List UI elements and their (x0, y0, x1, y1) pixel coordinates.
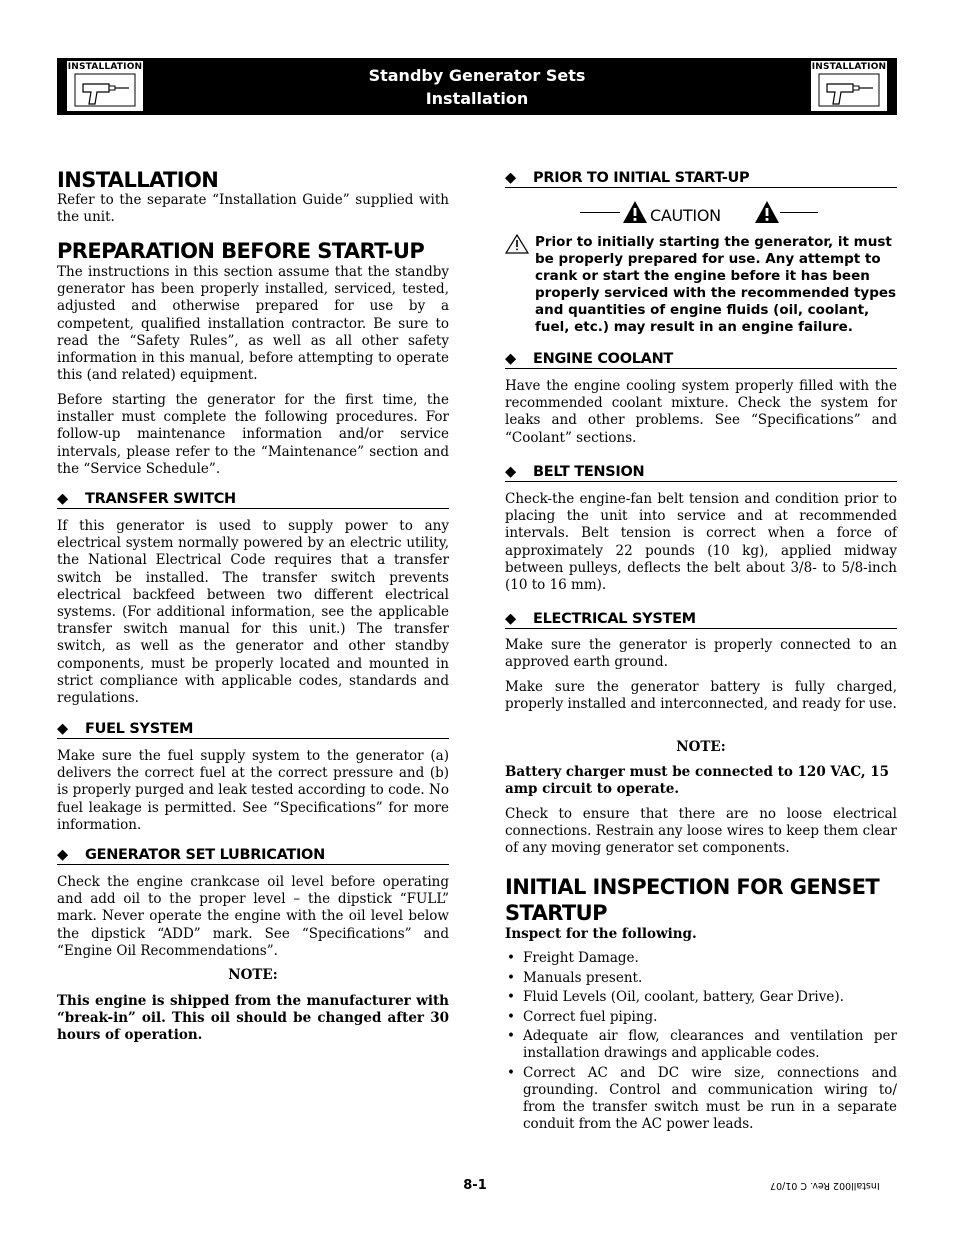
prep-paragraph-1: The instructions in this section assume that the standby generator has been properly installed, serviced, tested, adjusted and otherwise prepared for use by a competent, qualified installation contractor. Be sure to read the “Safety Rules”, as well as all other safety information in this manual, before attempting to operate this (and related) equipment. (57, 264, 449, 384)
inspection-heading (505, 874, 897, 926)
caution-banner (580, 200, 820, 228)
lubrication-heading (57, 846, 449, 865)
fuel-system-heading-label: FUEL SYSTEM (85, 721, 194, 737)
diamond-icon: ◆ (505, 351, 516, 367)
list-item (505, 1065, 897, 1133)
badge-label: INSTALLATION (811, 62, 887, 72)
inspection-intro: Inspect for the following. (505, 926, 697, 942)
prep-paragraph-2: Before starting the generator for the first time, the installer must complete the following procedures. For follow-up maintenance information and/or service intervals, please refer to the “Maintenance” section and the “Service Schedule”. (57, 392, 449, 477)
page-number: 8-1 (463, 1178, 487, 1193)
electrical-paragraph-1: Make sure the generator is properly connected to an approved earth ground. (505, 637, 897, 671)
engine-coolant-heading (505, 350, 897, 369)
caution-text-block (505, 234, 899, 336)
list-item (505, 1009, 897, 1026)
diamond-icon: ◆ (505, 464, 516, 480)
electrical-note-text: Battery charger must be connected to 120 VAC, 15 amp circuit to operate. (505, 764, 890, 798)
prior-start-heading-label: PRIOR TO INITIAL START-UP (533, 170, 750, 186)
bullet-icon: • (507, 1064, 515, 1081)
header-title-line1: Standby Generator Sets (368, 66, 586, 85)
electrical-paragraph-3: Check to ensure that there are no loose electrical connections. Restrain any loose wires to keep them clear of any moving generator set components. (505, 806, 897, 857)
bullet-icon: • (507, 1008, 515, 1025)
belt-tension-heading (505, 463, 897, 482)
diamond-icon: ◆ (505, 170, 516, 186)
caution-rule-left (580, 212, 620, 213)
page-header (57, 58, 897, 115)
bullet-icon: • (507, 969, 515, 986)
list-item-text: Correct fuel piping. (523, 1008, 658, 1025)
list-item-text: Manuals present. (523, 969, 643, 986)
document-code: Install002 Rev. C 01/07 (770, 1180, 880, 1191)
list-item (505, 1028, 897, 1062)
list-item-text: Correct AC and DC wire size, connections and grounding. Control and communication wiring to/ from the transfer switch must be run in a separate conduit from the AC power leads. (523, 1064, 897, 1132)
electrical-system-heading-label: ELECTRICAL SYSTEM (533, 611, 696, 627)
badge-label: INSTALLATION (67, 62, 143, 72)
bullet-icon: • (507, 950, 515, 966)
warning-triangle-icon (622, 200, 648, 224)
caution-rule-right (780, 212, 818, 213)
installation-text: Refer to the separate “Installation Guide” supplied with the unit. (57, 192, 449, 226)
installation-heading: INSTALLATION (57, 168, 219, 192)
electrical-note-label: NOTE: (676, 739, 726, 755)
belt-tension-heading-label: BELT TENSION (533, 464, 645, 480)
electrical-system-heading (505, 610, 897, 629)
fuel-system-text: Make sure the fuel supply system to the generator (a) delivers the correct fuel at the correct pressure and (b) is properly purged and leak tested according to code. No fuel leakage is permitted. See “Specifications” for more information. (57, 748, 449, 833)
diamond-icon: ◆ (505, 611, 516, 627)
list-item-text: Adequate air flow, clearances and ventilation per installation drawings and applicable codes. (523, 1028, 897, 1061)
list-item-text: Freight Damage. (523, 950, 639, 966)
caution-text: Prior to initially starting the generator, it must be properly prepared for use. Any attempt to crank or start the engine before it has been properly serviced with the recommended types and quantities of engine fluids (oil, coolant, fuel, etc.) may result in an engine failure. (535, 234, 897, 335)
header-title-line2: Installation (425, 89, 529, 108)
inspection-list (505, 950, 897, 1133)
list-item-text: Fluid Levels (Oil, coolant, battery, Gear Drive). (523, 989, 844, 1005)
lubrication-note-text: This engine is shipped from the manufacturer with “break-in” oil. This oil should be changed after 30 hours of operation. (57, 993, 449, 1044)
drill-icon (817, 72, 881, 108)
diamond-icon: ◆ (57, 491, 68, 507)
fuel-system-heading (57, 720, 449, 739)
diamond-icon: ◆ (57, 847, 68, 863)
lubrication-heading-label: GENERATOR SET LUBRICATION (85, 847, 325, 863)
diamond-icon: ◆ (57, 721, 68, 737)
lubrication-text: Check the engine crankcase oil level before operating and add oil to the proper level – the dipstick “FULL” mark. Never operate the engine with the oil level below the dipstick “ADD” mark. See “Specifications” and “Engine Oil Recommendations”. (57, 874, 449, 959)
list-item (505, 989, 897, 1006)
engine-coolant-text: Have the engine cooling system properly filled with the recommended coolant mixture. Check the system for leaks and other problems. See “Specifications” and “Coolant” sections. (505, 378, 897, 446)
prior-start-heading (505, 169, 897, 188)
engine-coolant-heading-label: ENGINE COOLANT (533, 351, 674, 367)
warning-triangle-icon (754, 200, 780, 224)
installation-badge-right (811, 61, 887, 111)
lubrication-note-label: NOTE: (228, 967, 278, 983)
electrical-paragraph-2: Make sure the generator battery is fully charged, properly installed and interconnected, and ready for use. (505, 679, 897, 713)
belt-tension-text: Check-the engine-fan belt tension and condition prior to placing the unit into service and at recommended intervals. Belt tension is correct when a force of approximately 22 pounds (10 kg), applied midway between pulleys, deflects the belt about 3/8- to 5/8-inch (10 to 16 mm). (505, 491, 897, 594)
caution-label: CAUTION (650, 206, 721, 225)
prep-heading: PREPARATION BEFORE START-UP (57, 239, 425, 263)
list-item (505, 950, 897, 967)
transfer-switch-text: If this generator is used to supply power to any electrical system normally powered by an electric utility, the National Electrical Code requires that a transfer switch be installed. The transfer switch prevents electrical backfeed between two different electrical systems. (For additional information, see the applicable transfer switch manual for this unit.) The transfer switch, as well as the generator and other standby components, must be properly located and mounted in strict compliance with applicable codes, standards and regulations. (57, 518, 449, 707)
transfer-switch-heading-label: TRANSFER SWITCH (85, 491, 236, 507)
inspection-heading-line2: STARTUP (505, 901, 607, 925)
list-item (505, 970, 897, 987)
bullet-icon: • (507, 989, 515, 1005)
header-title (57, 64, 897, 110)
bullet-icon: • (507, 1028, 515, 1044)
inspection-heading-line1: INITIAL INSPECTION FOR GENSET (505, 875, 880, 899)
transfer-switch-heading (57, 490, 449, 509)
warning-outline-icon (505, 234, 529, 254)
